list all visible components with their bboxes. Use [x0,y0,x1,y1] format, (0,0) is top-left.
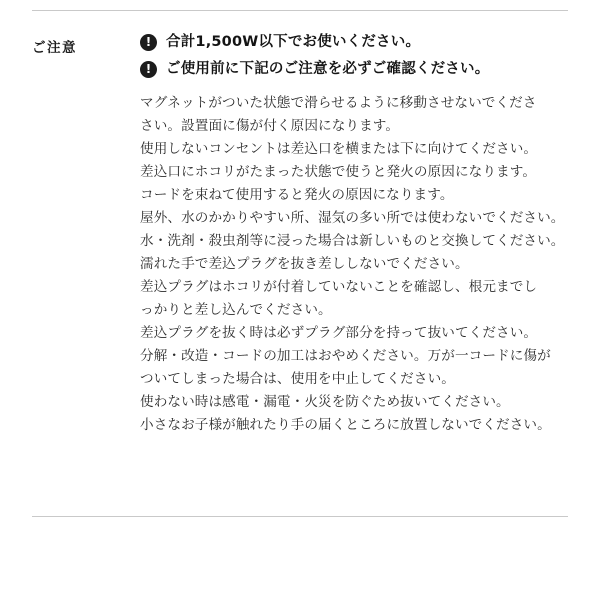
notice-line: ついてしまった場合は、使用を中止してください。 [140,371,455,388]
notice-line: さい。設置面に傷が付く原因になります。 [140,118,400,135]
notice-line: 使わない時は感電・漏電・火災を防ぐため抜いてください。 [140,394,510,411]
notice-line: 屋外、水のかかりやすい所、湿気の多い所では使わないでください。 [140,210,565,227]
notice-label-cell [32,10,136,56]
notice-block [32,10,568,516]
notice-line: 差込プラグはホコリが付着していないことを確認し、根元までし [140,279,538,296]
notice-headline-row-2 [140,59,568,80]
notice-line: マグネットがついた状態で滑らせるように移動させないでくださ [140,95,537,112]
notice-line: 使用しないコンセントは差込口を横または下に向けてください。 [140,141,538,158]
exclamation-mark-icon: ! [140,34,157,51]
notice-label: ご注意 [32,40,77,56]
notice-line: 差込口にホコリがたまった状態で使うと発火の原因になります。 [140,164,537,181]
notice-line: っかりと差し込んでください。 [140,302,332,319]
notice-line: 小さなお子様が触れたり手の届くところに放置しないでください。 [140,417,551,434]
exclamation-mark-icon: ! [140,61,157,78]
notice-paragraph-list [140,92,568,436]
notice-headline-2: ご使用前に下記のご注意を必ずご確認ください。 [166,61,490,78]
divider-bottom [32,516,568,517]
notice-headline-1: 合計1,500W以下でお使いください。 [166,34,421,50]
notice-line: 濡れた手で差込プラグを抜き差ししないでください。 [140,256,469,273]
notice-body-cell [136,10,568,437]
notice-line: 分解・改造・コードの加工はおやめください。万が一コードに傷が [140,348,551,365]
notice-line: 水・洗剤・殺虫剤等に浸った場合は新しいものと交換してください。 [140,233,565,250]
notice-line: コードを束ねて使用すると発火の原因になります。 [140,187,454,204]
notice-headline-row-1 [140,32,568,53]
notice-line: 差込プラグを抜く時は必ずプラグ部分を持って抜いてください。 [140,325,538,342]
